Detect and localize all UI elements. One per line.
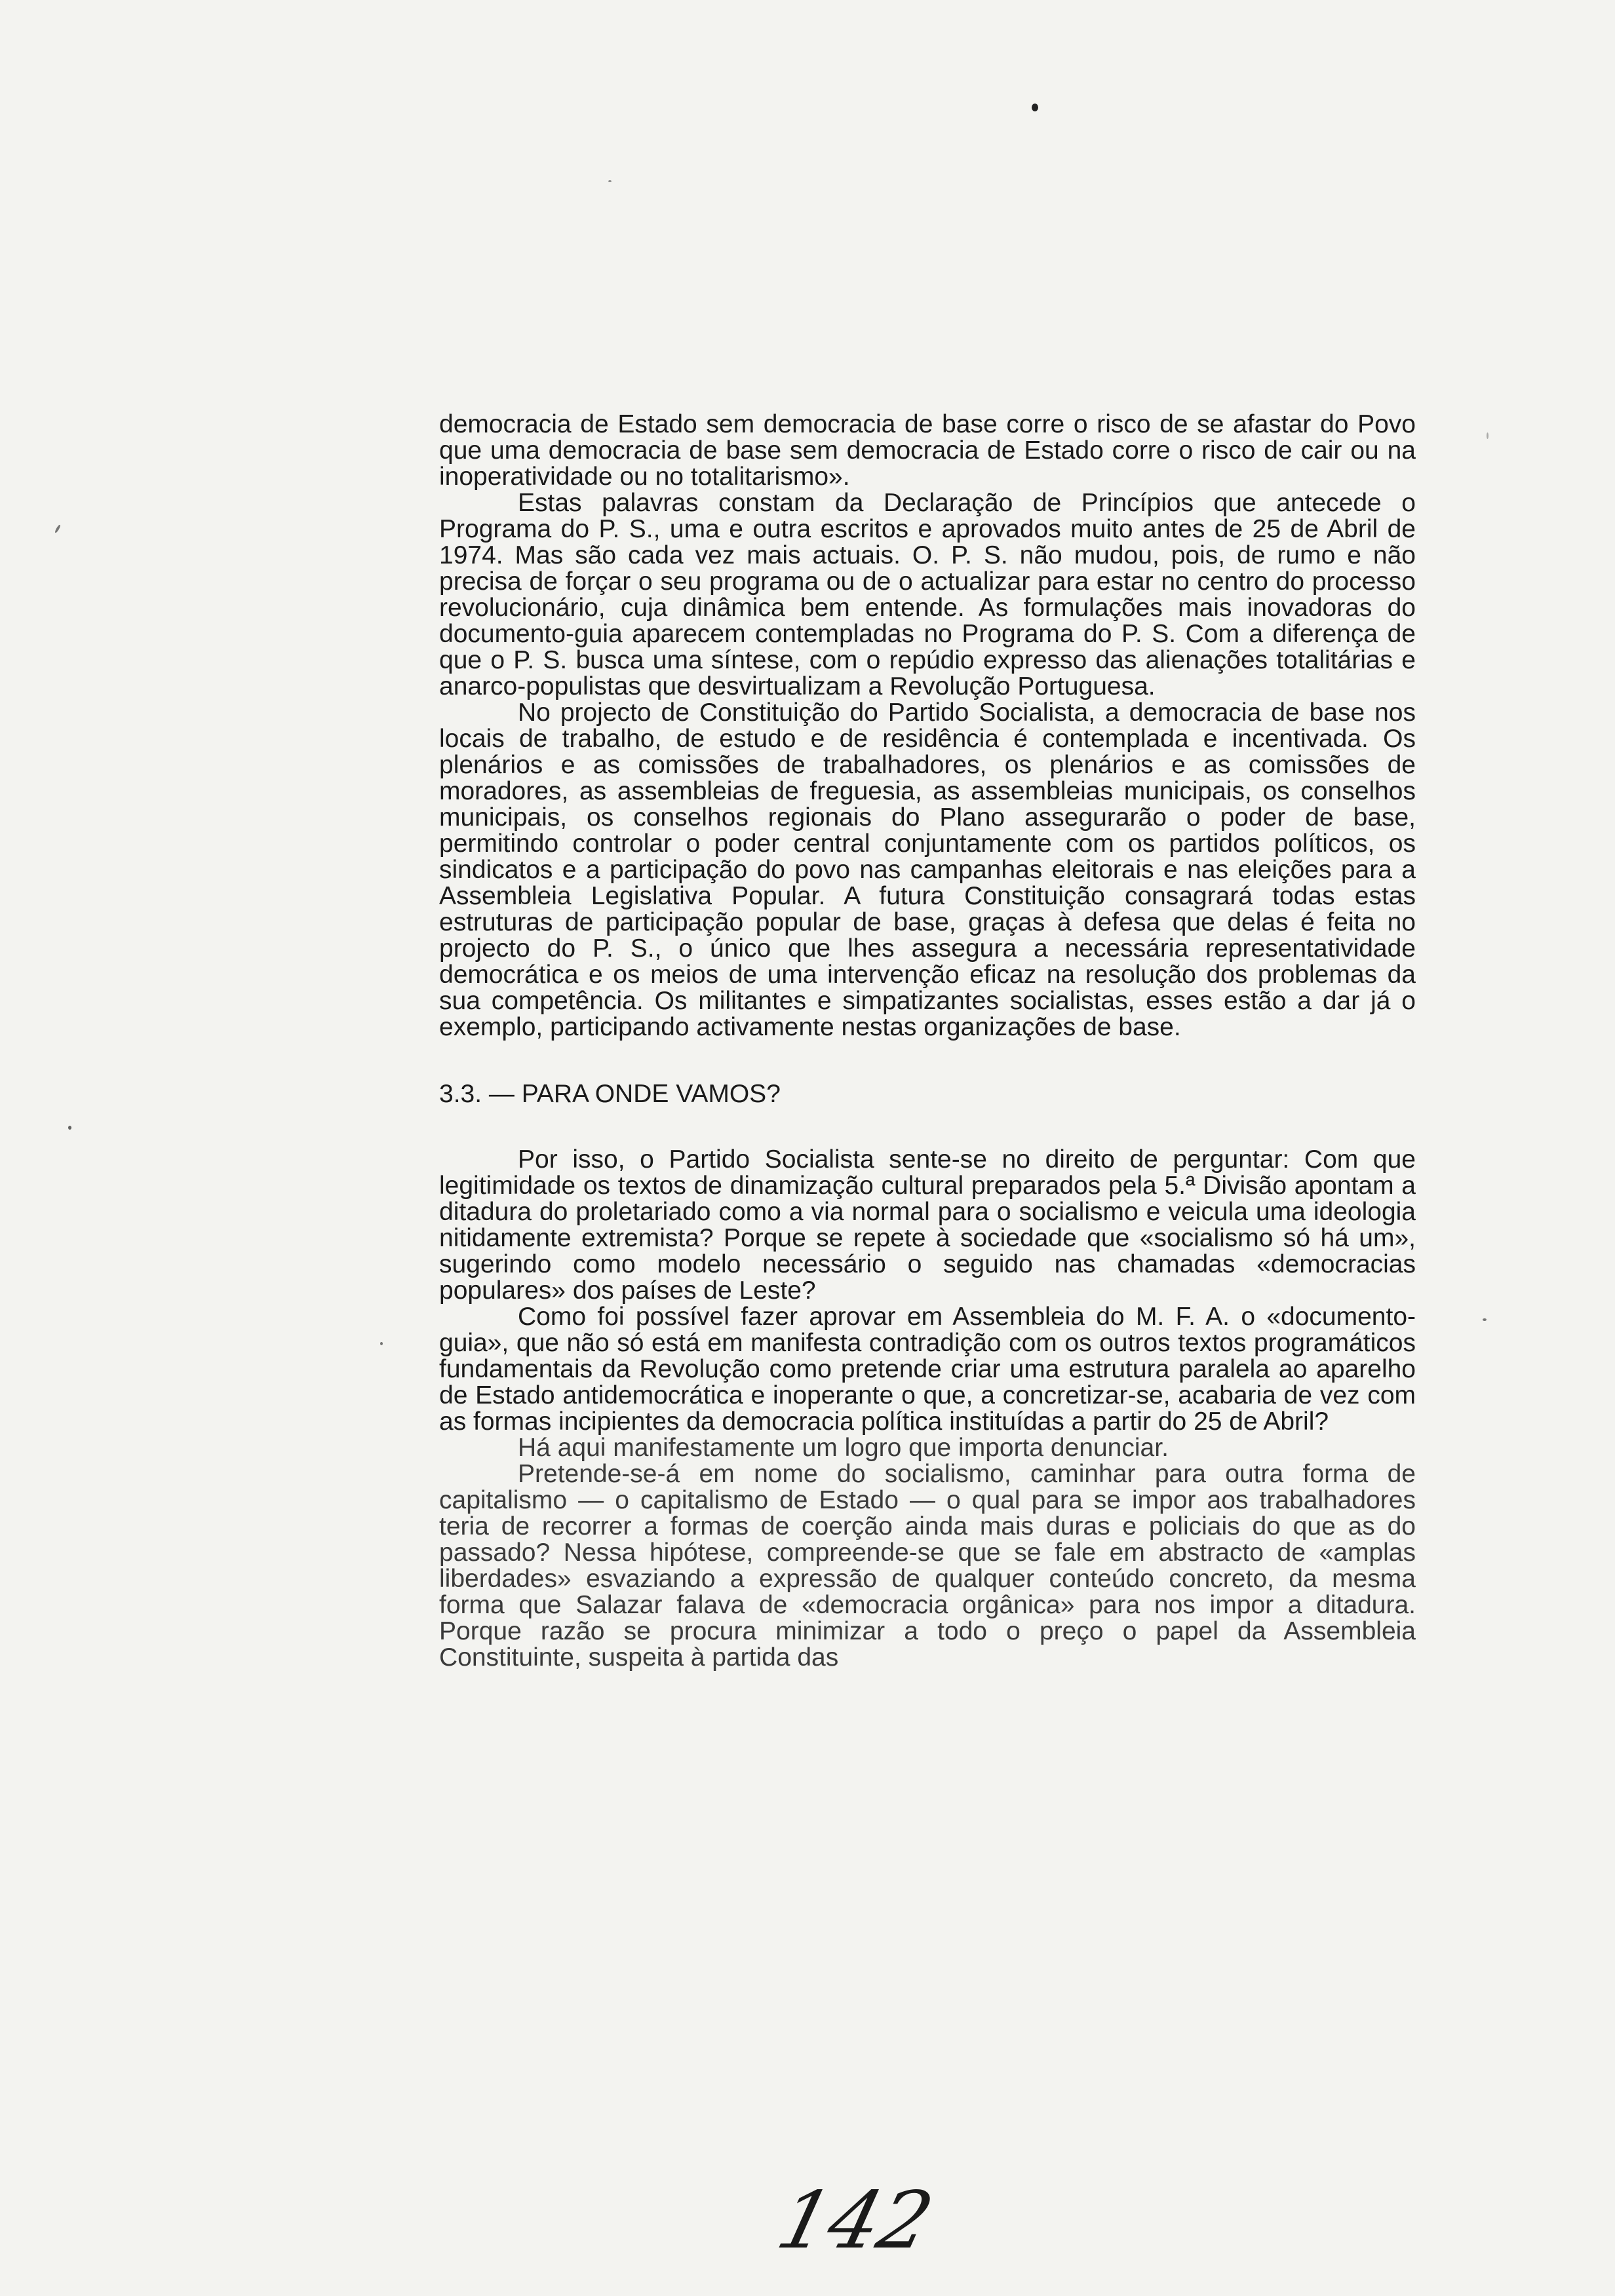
handwritten-page-number: 142 [768, 2175, 942, 2267]
paragraph: No projecto de Constituição do Partido Socialista, a democracia de base nos locais de trabalho, de estudo e de residência é contemplada e incentivada. Os plenários e as comissões de trabalhadores, os plenários e as comissões de moradores, as assembleias de freguesia, as assembleias municipais, os conselhos municipais, os conselhos regionais do Plano assegurarão o poder de base, permitindo controlar o poder central conjuntamente com os partidos políticos, os sindicatos e a participação do povo nas campanhas eleitorais e nas eleições para a Assembleia Legislativa Popular. A futura Constituição consagrará todas estas estruturas de participação popular de base, graças à defesa que delas é feita no projecto do P. S., o único que lhes assegura a necessária representatividade democrática e os meios de uma intervenção eficaz na resolução dos problemas da sua competência. Os militantes e simpatizantes socialistas, esses estão a dar já o exemplo, participando activamente nestas organizações de base. [439, 698, 1416, 1041]
scan-speck [1483, 1318, 1487, 1321]
paragraph: Como foi possível fazer aprovar em Assembleia do M. F. A. o «documento-guia», que não só está em manifesta contradição com os outros textos programáticos fundamentais da Revolução como pretende criar uma estrutura paralela ao aparelho de Estado antidemocrática e inoperante o que, a concretizar-se, acabaria de vez com as formas incipientes da democracia política instituídas a partir do 25 de Abril? [439, 1303, 1416, 1436]
paragraph: Estas palavras constam da Declaração de Princípios que antecede o Programa do P. S., uma e outra escritos e aprovados muito antes de 25 de Abril de 1974. Mas são cada vez mais actuais. O. P. S. não mudou, pois, de rumo e não precisa de forçar o seu programa ou de o actualizar para estar no centro do processo revolucionário, cuja dinâmica bem entende. As formulações mais inovadoras do documento-guia aparecem contempladas no Programa do P. S. Com a diferença de que o P. S. busca uma síntese, com o repúdio expresso das alienações totalitárias e anarco-populistas que desvirtualizam a Revolução Portuguesa. [439, 489, 1416, 700]
section-heading: 3.3. — PARA ONDE VAMOS? [439, 1080, 781, 1108]
scan-speck [608, 180, 612, 182]
body-text [439, 411, 1416, 1671]
scan-speck [68, 1126, 71, 1130]
paragraph: Por isso, o Partido Socialista sente-se no direito de perguntar: Com que legitimidade os textos de dinamização cultural preparados pela 5.ª Divisão apontam a ditadura do proletariado como a via normal para o socialismo e veicula uma ideologia nitidamente extremista? Porque se repete à sociedade que «socialismo só há um», sugerindo como modelo necessário o seguido nas chamadas «democracias populares» dos países de Leste? [439, 1145, 1416, 1305]
scan-speck [1032, 104, 1038, 111]
paragraph: Pretende-se-á em nome do socialismo, caminhar para outra forma de capitalismo — o capitalismo de Estado — o qual para se impor aos trabalhadores teria de recorrer a formas de coerção ainda mais duras e policiais do que as do passado? Nessa hipótese, compreende-se que se fale em abstracto de «amplas liberdades» esvaziando a expressão de qualquer conteúdo concreto, da mesma forma que Salazar falava de «democracia orgânica» para nos impor a ditadura. Porque razão se procura minimizar a todo o preço o papel da Assembleia Constituinte, suspeita à partida das [439, 1460, 1416, 1672]
paragraph: democracia de Estado sem democracia de base corre o risco de se afastar do Povo que uma democracia de base sem democracia de Estado corre o risco de cair ou na inoperatividade ou no totalitarismo». [439, 410, 1416, 491]
scan-speck [1487, 432, 1489, 439]
scan-speck [380, 1342, 383, 1345]
scan-speck [54, 524, 61, 533]
paragraph: Há aqui manifestamente um logro que importa denunciar. [518, 1434, 1169, 1462]
